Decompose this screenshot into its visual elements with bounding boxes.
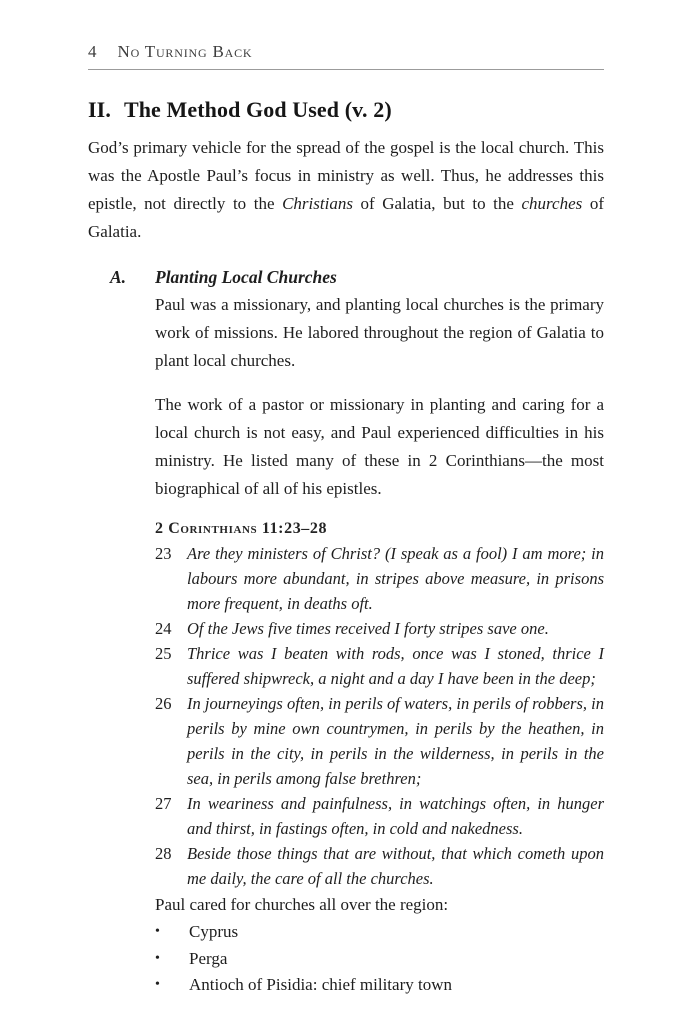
running-title: No Turning Back	[117, 42, 253, 61]
verse-text: Beside those things that are without, that which cometh upon me daily, the care of all the churches.	[187, 844, 604, 888]
section-heading	[88, 96, 604, 123]
bullet-list	[155, 919, 604, 999]
page-number: 4	[88, 42, 97, 61]
verse-row	[155, 691, 604, 791]
list-item-label: Antioch of Pisidia: chief military town	[189, 975, 452, 994]
section-title: The Method God Used (v. 2)	[123, 97, 392, 122]
bullet-icon: •	[155, 924, 160, 939]
verse-text: In weariness and painfulness, in watchings often, in hunger and thirst, in fastings often, in cold and nakedness.	[187, 794, 604, 838]
subsection-body	[155, 291, 604, 999]
verse-number: 23	[155, 544, 172, 563]
running-head	[88, 42, 604, 70]
verse-row	[155, 641, 604, 691]
list-item-label: Cyprus	[189, 922, 239, 941]
scripture-reference: 2 Corinthians 11:23–28	[155, 520, 328, 537]
verse-text: Of the Jews five times received I forty stripes save one.	[187, 619, 549, 638]
intro-italic-christians: Christians	[282, 194, 353, 213]
intro-text: of Galatia, but to the	[352, 194, 522, 213]
list-item-label: Perga	[189, 948, 228, 968]
verse-text: In journeyings often, in perils of waters, in perils of robbers, in perils by mine own countrymen, in perils by the heathen, in perils in the city, in perils in the wilderness, in perils in the sea, in perils among false brethren;	[187, 694, 604, 788]
verse-row	[155, 616, 604, 641]
list-item	[155, 919, 604, 946]
subsection-heading	[110, 263, 604, 291]
section-numeral: II.	[88, 97, 111, 122]
body-paragraph: The work of a pastor or missionary in planting and caring for a local church is not easy, and Paul experienced difficulties in his ministry. He listed many of these in 2 Corinthians—the most biographical of all of his epistles.	[155, 395, 604, 498]
intro-italic-churches: churches	[521, 194, 583, 213]
subsection-label: A.	[110, 267, 127, 287]
verse-row	[155, 541, 604, 616]
verse-row	[155, 841, 604, 891]
verse-number: 24	[155, 619, 172, 638]
verse-number: 26	[155, 694, 172, 713]
subsection-a	[110, 263, 604, 999]
list-item	[155, 946, 604, 973]
intro-text: of Galatia.	[88, 194, 604, 241]
verse-text: Are they ministers of Christ? (I speak as a fool) I am more; in labours more abundant, in stripes above measure, in prisons more frequent, in deaths oft.	[187, 544, 604, 613]
scripture-block	[155, 516, 604, 891]
verse-number: 28	[155, 844, 172, 863]
verse-text: Thrice was I beaten with rods, once was I stoned, thrice I suffered shipwreck, a night and a day I have been in the deep;	[187, 644, 604, 688]
intro-text: God’s primary vehicle for the spread of the gospel is the local church. This was the Apostle Paul’s focus in ministry as well. Thus, he addresses this epistle, not directly to the	[88, 138, 604, 213]
verse-number: 27	[155, 794, 172, 813]
list-item	[155, 972, 604, 999]
bullet-icon: •	[155, 977, 160, 992]
list-intro: Paul cared for churches all over the region:	[155, 895, 449, 914]
subsection-title: Planting Local Churches	[155, 267, 337, 287]
verse-number: 25	[155, 644, 172, 663]
verse-row	[155, 791, 604, 841]
body-paragraph: Paul was a missionary, and planting local churches is the primary work of missions. He labored throughout the region of Galatia to plant local churches.	[155, 295, 604, 370]
intro-paragraph	[88, 134, 604, 246]
bullet-icon: •	[155, 950, 160, 966]
